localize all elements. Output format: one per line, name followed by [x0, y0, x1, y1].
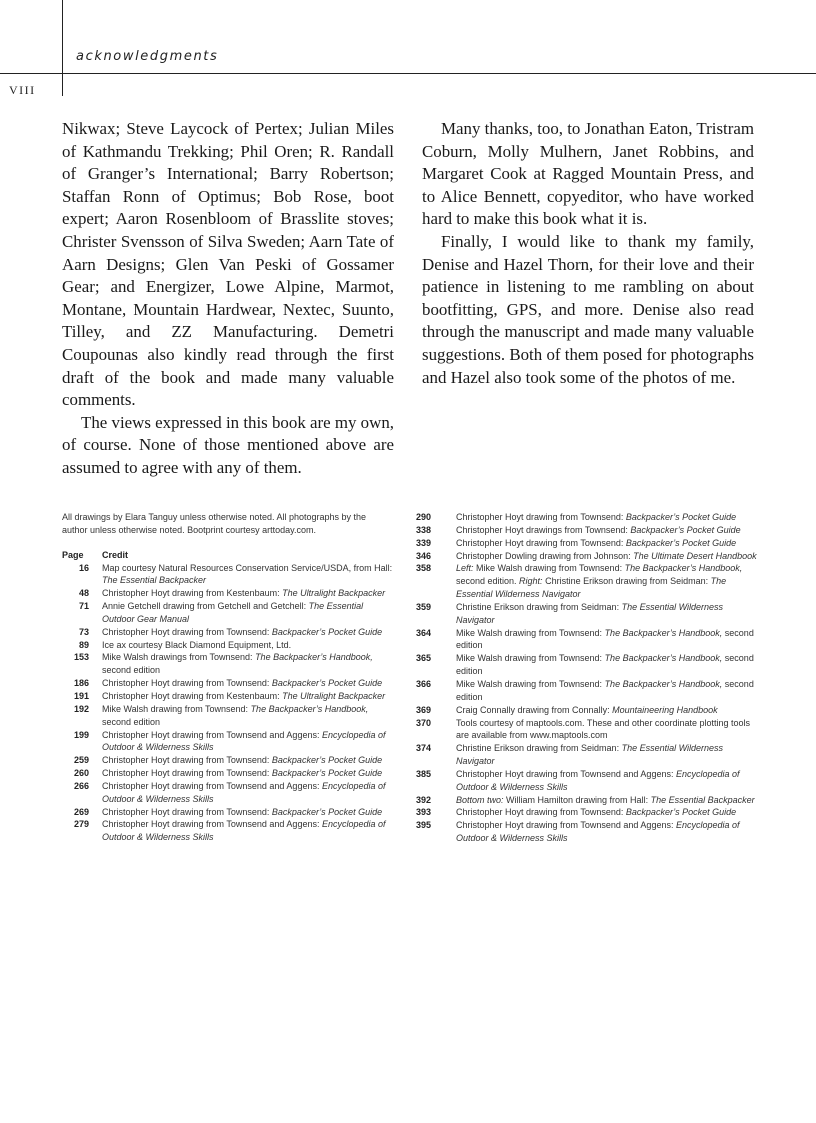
credits-column-left — [62, 511, 394, 844]
credit-text — [456, 562, 758, 601]
credit-title: Backpacker’s Pocket Guide — [625, 807, 737, 818]
credit-row — [62, 600, 394, 626]
credit-title: Backpacker’s Pocket Guide — [625, 537, 737, 548]
header-rule — [0, 73, 816, 74]
vertical-rule — [62, 0, 63, 96]
credit-row — [416, 550, 758, 563]
body-paragraph: The views expressed in this book are my own, of course. None of those mentioned above are assumed to agree with any of them. — [62, 412, 394, 477]
credits-header-page: Page — [62, 549, 84, 560]
credit-row — [62, 818, 394, 844]
credit-row — [416, 717, 758, 743]
credit-text — [102, 626, 394, 639]
credit-title: Encyclopedia of Outdoor & Wilderness Skills — [102, 819, 386, 843]
credit-text — [102, 562, 394, 588]
credit-row — [416, 742, 758, 768]
credit-page-number: 16 — [78, 562, 89, 573]
credit-text — [102, 780, 394, 806]
credit-text — [102, 587, 394, 600]
credit-lead: Bottom two: — [456, 794, 504, 805]
credit-source: Christopher Hoyt drawing from Townsend and Aggens: — [102, 729, 322, 740]
credit-source: Mike Walsh drawing from Townsend: — [473, 563, 625, 574]
credit-page-number: 186 — [73, 678, 89, 689]
credit-title: The Backpacker’s Handbook, — [624, 563, 743, 574]
credit-source: Christine Erikson drawing from Seidman: — [456, 601, 622, 612]
credit-text — [456, 550, 758, 563]
credit-page-number: 395 — [416, 820, 432, 831]
credit-row — [416, 768, 758, 794]
credit-title: The Ultralight Backpacker — [282, 588, 386, 599]
credit-title: The Essential Wilderness Navigator — [456, 601, 724, 625]
credit-text — [102, 806, 394, 819]
credit-text — [102, 639, 394, 652]
credit-title: Encyclopedia of Outdoor & Wilderness Skills — [456, 768, 740, 792]
credit-title: Backpacker’s Pocket Guide — [271, 626, 383, 637]
credit-title: Backpacker’s Pocket Guide — [625, 512, 737, 522]
body-paragraph: Nikwax; Steve Laycock of Pertex; Julian Miles of Kathmandu Trekking; Phil Oren; R. Randall of Granger’s International; Barry Robertson; Staffan Ronn of Optimus; Bob Rose, boot expert; Aaron Rosenbloom of Brasslite stoves; Christer Svensson of Silva Sweden; Aarn Tate of Aarn Designs; Glen Van Peski of Gossamer Gear; and Energizer, Lowe Alpine, Marmot, Montane, Mountain Hardwear, Nextec, Suunto, Tilley, and ZZ Manufacturing. Demetri Coupounas also kindly read through the first draft of the book and made many valuable comments. — [62, 119, 394, 410]
credit-source: Christopher Hoyt drawing from Townsend: — [102, 806, 272, 817]
credit-text — [456, 768, 758, 794]
credit-source: Christopher Hoyt drawing from Kestenbaum: — [102, 690, 283, 701]
credit-source: Christopher Hoyt drawing from Townsend and Aggens: — [456, 768, 676, 779]
credit-row — [416, 794, 758, 807]
credit-page-number: 279 — [73, 819, 89, 830]
credit-title: The Essential Backpacker — [102, 575, 207, 586]
credit-text — [456, 627, 758, 653]
credit-source: Christopher Hoyt drawing from Townsend and Aggens: — [456, 820, 676, 831]
credit-row — [416, 562, 758, 601]
credit-note: second edition — [456, 653, 754, 677]
credit-source: Tools courtesy of maptools.com. These and other coordinate plotting tools are available from www.maptools.com — [456, 717, 750, 741]
body-paragraph: Finally, I would like to thank my family, Denise and Hazel Thorn, for their love and their patience in listening to me rambling on about bootfitting, GPS, and more. Denise also read through the manuscript and made many valuable suggestions. Both of them posed for photographs and Hazel also took some of the photos of me. — [422, 231, 754, 387]
credit-title: Backpacker’s Pocket Guide — [271, 755, 383, 766]
credit-source: Christine Erikson drawing from Seidman: — [456, 743, 622, 754]
credit-row — [416, 537, 758, 550]
credit-row — [416, 627, 758, 653]
credit-row — [416, 678, 758, 704]
credit-note: second edition — [102, 716, 161, 727]
credit-row — [62, 754, 394, 767]
credit-page-number: 192 — [73, 703, 89, 714]
credit-title: The Backpacker’s Handbook, — [604, 678, 723, 689]
credit-lead: Left: — [456, 563, 474, 574]
credit-source: Mike Walsh drawing from Townsend: — [456, 653, 605, 664]
credit-source: Christopher Hoyt drawing from Townsend: — [102, 768, 272, 779]
credit-title: The Essential Outdoor Gear Manual — [102, 601, 364, 624]
credit-text — [456, 794, 758, 807]
page-folio: VIII — [9, 83, 36, 97]
credit-page-number: 370 — [416, 717, 432, 728]
credit-title: The Ultralight Backpacker — [282, 690, 386, 701]
credit-page-number: 358 — [416, 563, 432, 574]
credit-text — [102, 600, 394, 626]
credit-title: The Backpacker’s Handbook, — [250, 703, 369, 714]
credit-row — [62, 651, 394, 677]
credit-source: Christopher Hoyt drawing from Townsend: — [102, 678, 272, 689]
credit-page-number: 346 — [416, 550, 432, 561]
credit-page-number: 339 — [416, 537, 432, 548]
credit-row — [62, 767, 394, 780]
credit-title: The Essential Wilderness Navigator — [456, 743, 724, 767]
credit-title: Backpacker’s Pocket Guide — [271, 806, 383, 817]
credit-page-number: 89 — [78, 639, 89, 650]
credit-page-number: 359 — [416, 601, 432, 612]
credit-row — [62, 729, 394, 755]
credit-title: The Backpacker’s Handbook, — [604, 627, 723, 638]
credit-title: Encyclopedia of Outdoor & Wilderness Skills — [102, 729, 386, 753]
body-column-left — [62, 118, 394, 480]
credits-intro: All drawings by Elara Tanguy unless otherwise noted. All photographs by the author unless otherwise noted. Bootprint courtesy arttoday.com. — [62, 512, 367, 535]
credit-title: Encyclopedia of Outdoor & Wilderness Skills — [102, 780, 386, 804]
credit-row — [416, 601, 758, 627]
credit-page-number: 73 — [78, 626, 89, 637]
credit-source: Christopher Hoyt drawing from Townsend and Aggens: — [102, 819, 322, 830]
credit-lead: Right: — [519, 576, 543, 587]
credit-source: Ice ax courtesy Black Diamond Equipment, Ltd. — [102, 639, 292, 650]
credit-title: The Ultimate Desert Handbook — [633, 550, 757, 561]
credit-row — [416, 524, 758, 537]
credit-row — [62, 780, 394, 806]
credit-source: Christopher Hoyt drawing from Townsend: — [102, 626, 272, 637]
running-head: acknowledgments — [76, 49, 219, 64]
credit-row — [416, 652, 758, 678]
credit-text — [456, 601, 758, 627]
credit-title: Backpacker’s Pocket Guide — [271, 768, 383, 779]
credit-text — [102, 703, 394, 729]
credit-title: The Essential Backpacker — [650, 794, 755, 805]
credit-page-number: 269 — [73, 806, 89, 817]
credit-text — [456, 806, 758, 819]
credit-text — [456, 717, 758, 743]
credit-text — [102, 651, 394, 677]
credits-header — [62, 549, 394, 562]
credit-source: Annie Getchell drawing from Getchell and Getchell: — [102, 601, 309, 612]
credit-page-number: 259 — [73, 755, 89, 766]
credit-title: The Backpacker’s Handbook, — [255, 652, 373, 663]
credit-page-number: 369 — [416, 704, 432, 715]
credit-page-number: 199 — [73, 729, 89, 740]
credit-page-number: 48 — [78, 588, 89, 599]
credit-page-number: 365 — [416, 653, 432, 664]
credit-source: Christopher Hoyt drawing from Townsend: — [102, 755, 272, 766]
credit-page-number: 364 — [416, 627, 432, 638]
credit-source: Map courtesy Natural Resources Conservation Service/USDA, from Hall: — [102, 562, 393, 573]
credit-text — [102, 754, 394, 767]
credits-header-credit: Credit — [102, 549, 129, 560]
credit-source: Christopher Hoyt drawings from Townsend: — [456, 524, 631, 535]
credit-source: Mike Walsh drawing from Townsend: — [456, 678, 605, 689]
credit-text — [456, 524, 758, 537]
credit-source: Mike Walsh drawings from Townsend: — [102, 652, 256, 663]
credit-row — [62, 806, 394, 819]
credit-page-number: 71 — [78, 601, 89, 612]
credit-page-number: 385 — [416, 768, 432, 779]
credit-source: Christopher Hoyt drawing from Townsend: — [456, 537, 626, 548]
credits-list-right — [416, 511, 758, 845]
credit-page-number: 260 — [73, 768, 89, 779]
credit-page-number: 153 — [73, 652, 89, 663]
credit-page-number: 266 — [73, 780, 89, 791]
credit-title: Mountaineering Handbook — [612, 704, 718, 715]
credit-source: William Hamilton drawing from Hall: — [503, 794, 651, 805]
credit-row — [416, 511, 758, 524]
credit-text — [456, 511, 758, 524]
credit-row — [62, 703, 394, 729]
credit-source: Christopher Hoyt drawing from Townsend: — [456, 512, 626, 522]
credit-text — [456, 652, 758, 678]
credit-page-number: 374 — [416, 743, 432, 754]
credit-row — [62, 639, 394, 652]
credit-title: Backpacker’s Pocket Guide — [630, 524, 741, 535]
credit-page-number: 338 — [416, 524, 432, 535]
credit-row — [62, 626, 394, 639]
credit-source: Christine Erikson drawing from Seidman: — [542, 576, 711, 587]
credit-text — [102, 677, 394, 690]
credit-source: Christopher Hoyt drawing from Townsend: — [456, 807, 626, 818]
credit-row — [416, 819, 758, 845]
credit-text — [456, 742, 758, 768]
credit-source: Christopher Dowling drawing from Johnson: — [456, 550, 634, 561]
credit-text — [102, 818, 394, 844]
credit-text — [102, 690, 394, 703]
credit-source: Christopher Hoyt drawing from Townsend and Aggens: — [102, 780, 322, 791]
credit-text — [456, 704, 758, 717]
credit-source: Mike Walsh drawing from Townsend: — [456, 627, 605, 638]
credit-title: The Essential Wilderness Navigator — [456, 576, 727, 600]
credit-row — [62, 562, 394, 588]
body-column-right — [422, 118, 754, 389]
credit-page-number: 366 — [416, 678, 432, 689]
credit-text — [456, 537, 758, 550]
credit-row — [416, 704, 758, 717]
credit-text — [102, 767, 394, 780]
credit-source: Christopher Hoyt drawing from Kestenbaum: — [102, 588, 283, 599]
credit-page-number: 393 — [416, 807, 432, 818]
credit-text — [456, 678, 758, 704]
credit-title: Backpacker’s Pocket Guide — [271, 678, 383, 689]
credit-page-number: 191 — [73, 690, 89, 701]
credit-title: Encyclopedia of Outdoor & Wilderness Skills — [456, 820, 740, 844]
credit-source: Mike Walsh drawing from Townsend: — [102, 703, 251, 714]
body-paragraph: Many thanks, too, to Jonathan Eaton, Tristram Coburn, Molly Mulhern, Janet Robbins, and Margaret Cook at Ragged Mountain Press, and to Alice Bennett, copyeditor, who have worked hard to make this book what it is. — [422, 119, 754, 229]
credit-page-number: 290 — [416, 512, 432, 522]
credit-row — [62, 690, 394, 703]
credit-row — [416, 806, 758, 819]
credit-source: Craig Connally drawing from Connally: — [456, 704, 613, 715]
credits-list-left — [62, 562, 394, 845]
credit-text — [102, 729, 394, 755]
credit-note: second edition — [456, 627, 754, 651]
credits-column-right — [416, 511, 758, 845]
credit-row — [62, 587, 394, 600]
credit-text — [456, 819, 758, 845]
credit-row — [62, 677, 394, 690]
credit-note: second edition — [102, 665, 161, 676]
credit-title: The Backpacker’s Handbook, — [604, 653, 723, 664]
credit-page-number: 392 — [416, 794, 432, 805]
credit-note: second edition — [456, 678, 754, 702]
credit-note: second edition. — [456, 576, 520, 587]
